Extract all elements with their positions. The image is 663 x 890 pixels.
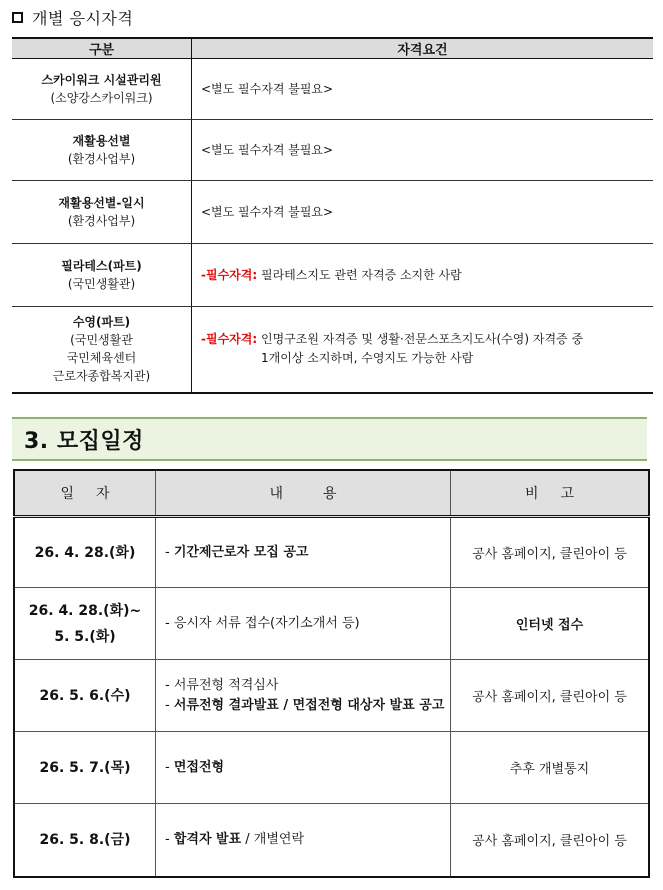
position-cell (12, 307, 192, 393)
schedule-date (14, 732, 156, 804)
column-header-note: 비고 (451, 470, 650, 517)
date-text: 26. 5. 6.(수) (39, 687, 131, 704)
department-name: (환경사업부) (67, 214, 136, 228)
requirement-text: 필라테스지도 관련 자격증 소지한 사람 (260, 267, 462, 282)
date-text: 5. 5.(화) (54, 628, 116, 645)
required-qualification-label: -필수자격: (201, 267, 258, 282)
content-item (165, 830, 450, 850)
content-suffix: / 개별연락 (241, 831, 305, 847)
content-item (165, 758, 450, 778)
schedule-content (156, 660, 451, 732)
position-name: 재활용선별 (72, 134, 131, 148)
department-name: (소양강스카이워크) (50, 91, 153, 105)
department-name: (환경사업부) (67, 152, 136, 166)
position-cell (12, 120, 192, 181)
content-text: 서류전형 적격심사 (173, 677, 279, 693)
qualification-header-row (12, 38, 653, 59)
content-item (165, 676, 450, 696)
bullet-dash: - (165, 697, 174, 713)
schedule-date (14, 588, 156, 660)
position-cell (12, 244, 192, 307)
department-name: (국민생활관 (70, 333, 133, 348)
qualification-row (12, 307, 653, 393)
bullet-dash: - (165, 615, 174, 631)
schedule-row (14, 517, 649, 588)
position-cell (12, 59, 192, 120)
section3-header-bar (12, 417, 647, 461)
schedule-header-row (14, 470, 649, 517)
content-text: 서류전형 결과발표 / 면접전형 대상자 발표 공고 (173, 697, 445, 713)
column-header-date: 일자 (14, 470, 156, 517)
position-name: 스카이워크 시설관리원 (41, 73, 162, 87)
requirement-text: <별도 필수자격 불필요> (201, 81, 334, 96)
bullet-dash: - (165, 759, 174, 775)
schedule-note: 공사 홈페이지, 클린아이 등 (451, 804, 650, 877)
bullet-dash: - (165, 831, 174, 847)
schedule-row (14, 660, 649, 732)
required-qualification-label: -필수자격: (201, 332, 258, 347)
date-text: 26. 5. 8.(금) (39, 831, 131, 848)
requirement-text: 인명구조원 자격증 및 생활·전문스포츠지도사(수영) 자격증 중 (260, 332, 584, 347)
date-text: 26. 4. 28.(화) (34, 544, 136, 561)
schedule-content (156, 732, 451, 804)
column-header-category: 구분 (12, 38, 192, 59)
requirement-cell (192, 181, 654, 244)
qualification-row (12, 59, 653, 120)
column-header-content: 내용 (156, 470, 451, 517)
date-text: 26. 5. 7.(목) (39, 759, 131, 776)
checkbox-square-icon (12, 12, 23, 23)
schedule-row (14, 732, 649, 804)
schedule-date (14, 660, 156, 732)
section3-title: 3. 모집일정 (24, 428, 144, 454)
date-text: 26. 4. 28.(화)~ (28, 602, 142, 619)
qualification-row (12, 181, 653, 244)
schedule-date (14, 804, 156, 877)
schedule-row (14, 588, 649, 660)
requirement-cell (192, 120, 654, 181)
requirement-cell (192, 244, 654, 307)
position-name: 필라테스(파트) (61, 259, 142, 273)
content-text: 응시자 서류 접수(자기소개서 등) (173, 615, 360, 631)
schedule-note: 공사 홈페이지, 클린아이 등 (451, 517, 650, 588)
position-cell (12, 181, 192, 244)
department-name: (국민생활관) (67, 277, 136, 291)
section1-header (12, 4, 133, 30)
qualification-row (12, 244, 653, 307)
qualification-row (12, 120, 653, 181)
section1-title: 개별 응시자격 (32, 8, 134, 28)
content-item (165, 614, 450, 634)
content-item (165, 543, 450, 563)
department-name: 국민체육센터 (66, 351, 137, 366)
position-name: 재활용선별-일시 (58, 196, 145, 210)
content-item (165, 696, 450, 716)
column-header-requirement: 자격요건 (192, 38, 654, 59)
schedule-content (156, 517, 451, 588)
bullet-dash: - (165, 544, 174, 560)
schedule-note: 추후 개별통지 (451, 732, 650, 804)
schedule-note: 인터넷 접수 (451, 588, 650, 660)
requirement-cell (192, 307, 654, 393)
bullet-dash: - (165, 677, 174, 693)
position-name: 수영(파트) (72, 315, 131, 330)
schedule-table (13, 469, 650, 878)
content-text: 기간제근로자 모집 공고 (173, 544, 309, 560)
requirement-text: <별도 필수자격 불필요> (201, 204, 334, 219)
qualification-table (12, 37, 653, 394)
schedule-content (156, 804, 451, 877)
content-text: 면접전형 (173, 759, 225, 775)
requirement-cell (192, 59, 654, 120)
schedule-date (14, 517, 156, 588)
schedule-row (14, 804, 649, 877)
content-text: 합격자 발표 (173, 831, 242, 847)
requirement-text: <별도 필수자격 불필요> (201, 142, 334, 157)
schedule-note: 공사 홈페이지, 클린아이 등 (451, 660, 650, 732)
department-name: 근로자종합복지관) (52, 369, 151, 384)
requirement-text-continued: 1개이상 소지하며, 수영지도 가능한 사람 (261, 351, 474, 366)
schedule-content (156, 588, 451, 660)
